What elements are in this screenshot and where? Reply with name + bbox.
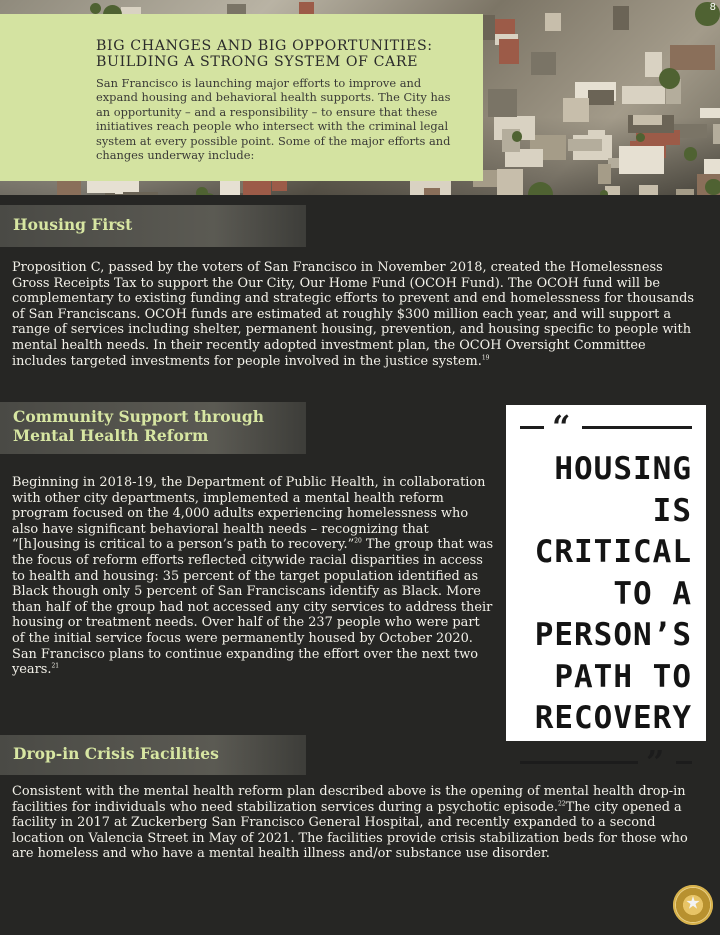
community-support-heading-line1: Community Support through <box>13 407 264 426</box>
housing-first-heading-text: Housing First <box>13 215 133 234</box>
intro-body: San Francisco is launching major efforts to improve and expand housing and behavioral health supports. The City has an opportunity – and a responsibility – to ensure that these initiatives reach people who intersect with the criminal legal system at every possible point. Some of the major efforts and changes underway include: <box>96 76 451 163</box>
pull-quote <box>506 405 706 781</box>
footnote-22: 22 <box>557 800 566 808</box>
footnote-20: 20 <box>354 538 362 546</box>
close-quote-mark: ” <box>646 742 665 781</box>
intro-title-line1: BIG CHANGES AND BIG OPPORTUNITIES: <box>96 38 433 54</box>
quote-bottom-rule <box>516 742 696 781</box>
dropin-paragraph <box>12 784 698 862</box>
open-quote-mark: “ <box>552 408 571 446</box>
community-support-heading-line2: Mental Health Reform <box>13 426 209 445</box>
city-seal-icon <box>673 885 713 925</box>
section-heading-dropin <box>0 735 306 775</box>
page-number: 8 <box>709 2 716 13</box>
intro-box <box>0 14 483 181</box>
community-support-paragraph <box>12 475 494 678</box>
footnote-19: 19 <box>481 354 490 362</box>
dropin-body-2: The city opened a facility in 2017 at Zuckerberg San Francisco General Hospital, and recently expanded to a second location on Valencia Street in May of 2021. The facilities provide crisis stabilization beds for those who are homeless and who have a mental health illness and/or substance use disorder. <box>12 799 688 862</box>
housing-first-body: Proposition C, passed by the voters of San Francisco in November 2018, created the Homelessness Gross Receipts Tax to support the Our City, Our Home Fund (OCOH Fund). The OCOH fund will be complementary to existing funding and strategic efforts to prevent and end homelessness for thousands of San Franciscans. OCOH funds are estimated at roughly $300 million each year, and will support a range of services including shelter, permanent housing, prevention, and housing specific to people with mental health needs. In their recently adopted investment plan, the OCOH Oversight Committee includes targeted investments for people involved in the justice system. <box>12 260 695 369</box>
community-support-body-1: Beginning in 2018-19, the Department of Public Health, in collaboration with other city departments, implemented a mental health reform program focused on the 4,000 adults experiencing homelessness who also have significant behavioral health needs – recognizing that “[h]ousing is critical to a person’s path to recovery.” <box>12 475 486 553</box>
quote-top-rule <box>516 408 696 446</box>
section-heading-community-support <box>0 402 306 454</box>
housing-first-paragraph <box>12 260 698 369</box>
pull-quote-text: HOUSING IS CRITICAL TO A PERSON’S PATH TO RECOVERY <box>534 451 692 736</box>
section-heading-housing-first <box>0 205 306 247</box>
dropin-heading-text: Drop-in Crisis Facilities <box>13 744 219 763</box>
intro-title-line2: BUILDING A STRONG SYSTEM OF CARE <box>96 54 419 70</box>
footnote-21: 21 <box>51 662 60 670</box>
dropin-body-1: Consistent with the mental health reform plan described above is the opening of mental health drop-in facilities for individuals who need stabilization services during a psychotic episode. <box>12 784 686 815</box>
intro-title <box>96 38 459 70</box>
community-support-body-2: The group that was the focus of reform efforts reflected citywide racial disparities in access to health and housing: 35 percent of the target population identified as Black though only 5 percent of San Franciscans identify as Black. More than half of the group had not accessed any city services to address their housing or treatment needs. Over half of the 237 people who were part of the initial service focus were permanently housed by October 2020. San Francisco plans to continue expanding the effort over the next two years. <box>12 537 494 678</box>
header-photo <box>0 0 720 195</box>
